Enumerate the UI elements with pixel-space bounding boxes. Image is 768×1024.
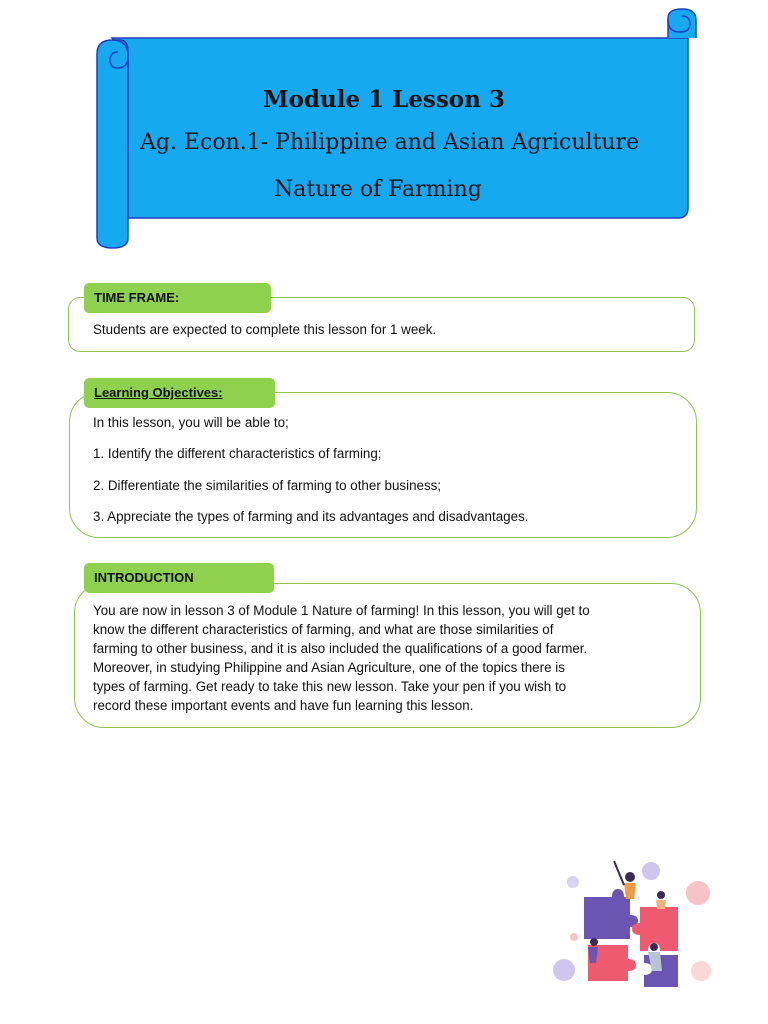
introduction-line: know the different characteristics of farming, and what are those similarities of <box>93 622 554 637</box>
introduction-line: Moreover, in studying Philippine and Asian Agriculture, one of the topics there is <box>93 660 565 675</box>
objective-item: 3. Appreciate the types of farming and its advantages and disadvantages. <box>93 509 529 524</box>
time-frame-tab: TIME FRAME: <box>84 283 271 313</box>
introduction-line: types of farming. Get ready to take this new lesson. Take your pen if you wish to <box>93 679 567 694</box>
introduction-tab: INTRODUCTION <box>84 563 274 593</box>
objectives-tab: Learning Objectives: <box>84 378 275 408</box>
objective-item: 1. Identify the different characteristics of farming; <box>93 446 382 461</box>
introduction-line: You are now in lesson 3 of Module 1 Nature of farming! In this lesson, you will get to <box>93 603 590 618</box>
introduction-line: farming to other business, and it is also included the qualifications of a good farmer. <box>93 641 588 656</box>
module-title: Module 1 Lesson 3 <box>263 86 505 113</box>
course-subtitle: Ag. Econ.1- Philippine and Asian Agriculture <box>140 130 640 155</box>
introduction-text <box>93 601 693 715</box>
puzzle-team-illustration <box>548 855 718 990</box>
objective-item: 2. Differentiate the similarities of farming to other business; <box>93 478 442 493</box>
banner-scroll <box>90 6 702 252</box>
introduction-line: record these important events and have fun learning this lesson. <box>93 698 474 713</box>
time-frame-text: Students are expected to complete this lesson for 1 week. <box>93 322 437 337</box>
objectives-intro: In this lesson, you will be able to; <box>93 415 289 430</box>
lesson-topic: Nature of Farming <box>274 177 482 202</box>
